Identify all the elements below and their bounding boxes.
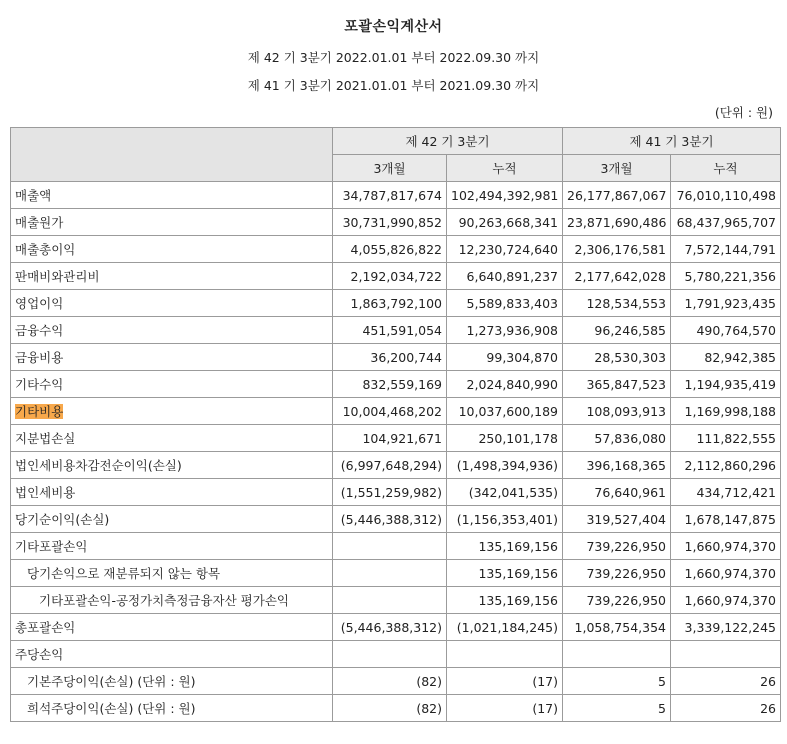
cell-prior-three-month: 26,177,867,067	[563, 182, 671, 209]
table-row	[11, 317, 781, 344]
cell-current-three-month: 832,559,169	[333, 371, 447, 398]
cell-prior-three-month: 5	[563, 695, 671, 722]
row-label: 금융비용	[11, 344, 333, 371]
cell-current-cumulative: 99,304,870	[447, 344, 563, 371]
highlight-mark: 기타비용	[15, 404, 64, 419]
cell-current-three-month: 4,055,826,822	[333, 236, 447, 263]
row-label: 기타수익	[11, 371, 333, 398]
row-label: 기타포괄손익	[11, 533, 333, 560]
row-label: 주당손익	[11, 641, 333, 668]
period-prior: 제 41 기 3분기 2021.01.01 부터 2021.09.30 까지	[247, 78, 540, 93]
cell-current-cumulative: 135,169,156	[447, 587, 563, 614]
row-label: 법인세비용차감전순이익(손실)	[11, 452, 333, 479]
table-row	[11, 560, 781, 587]
row-label-highlighted	[11, 398, 333, 425]
row-label: 기본주당이익(손실) (단위 : 원)	[11, 668, 333, 695]
cell-prior-cumulative: 434,712,421	[671, 479, 781, 506]
cell-prior-three-month: 23,871,690,486	[563, 209, 671, 236]
table-row	[11, 236, 781, 263]
cell-current-cumulative: (1,021,184,245)	[447, 614, 563, 641]
cell-prior-cumulative: 5,780,221,356	[671, 263, 781, 290]
cell-current-cumulative: (1,498,394,936)	[447, 452, 563, 479]
unit-label: (단위 : 원)	[714, 105, 773, 120]
cell-prior-three-month: 739,226,950	[563, 587, 671, 614]
cell-prior-cumulative: 7,572,144,791	[671, 236, 781, 263]
cell-prior-cumulative	[671, 641, 781, 668]
cell-current-cumulative: (17)	[447, 695, 563, 722]
table-row	[11, 398, 781, 425]
cell-prior-three-month: 2,306,176,581	[563, 236, 671, 263]
cell-prior-three-month: 319,527,404	[563, 506, 671, 533]
cell-prior-cumulative: 82,942,385	[671, 344, 781, 371]
cell-current-three-month: 36,200,744	[333, 344, 447, 371]
cell-prior-three-month: 396,168,365	[563, 452, 671, 479]
cell-prior-cumulative: 1,678,147,875	[671, 506, 781, 533]
cell-prior-three-month: 365,847,523	[563, 371, 671, 398]
table-row	[11, 695, 781, 722]
row-label: 금융수익	[11, 317, 333, 344]
table-row	[11, 371, 781, 398]
table-row	[11, 506, 781, 533]
cell-current-cumulative: 135,169,156	[447, 533, 563, 560]
cell-current-cumulative: 102,494,392,981	[447, 182, 563, 209]
row-label: 매출원가	[11, 209, 333, 236]
table-row	[11, 533, 781, 560]
header-prior-period: 제 41 기 3분기	[563, 128, 781, 155]
cell-current-three-month	[333, 560, 447, 587]
row-label: 기타포괄손익-공정가치측정금융자산 평가손익	[11, 587, 333, 614]
cell-current-three-month	[333, 587, 447, 614]
row-label: 당기손익으로 재분류되지 않는 항목	[11, 560, 333, 587]
row-label: 영업이익	[11, 290, 333, 317]
cell-current-cumulative: 90,263,668,341	[447, 209, 563, 236]
cell-prior-three-month: 5	[563, 668, 671, 695]
table-row	[11, 614, 781, 641]
cell-prior-three-month: 28,530,303	[563, 344, 671, 371]
row-label: 판매비와관리비	[11, 263, 333, 290]
table-row	[11, 641, 781, 668]
cell-current-cumulative	[447, 641, 563, 668]
cell-prior-three-month: 108,093,913	[563, 398, 671, 425]
row-label: 매출액	[11, 182, 333, 209]
row-label: 지분법손실	[11, 425, 333, 452]
table-row	[11, 344, 781, 371]
cell-current-cumulative: 250,101,178	[447, 425, 563, 452]
cell-prior-three-month: 128,534,553	[563, 290, 671, 317]
cell-prior-cumulative: 26	[671, 668, 781, 695]
cell-current-three-month: (82)	[333, 668, 447, 695]
header-current-cumulative: 누적	[447, 155, 563, 182]
cell-current-cumulative: 2,024,840,990	[447, 371, 563, 398]
cell-prior-cumulative: 1,660,974,370	[671, 560, 781, 587]
table-row	[11, 668, 781, 695]
cell-prior-three-month: 76,640,961	[563, 479, 671, 506]
cell-current-three-month	[333, 533, 447, 560]
cell-current-three-month: 104,921,671	[333, 425, 447, 452]
cell-prior-cumulative: 68,437,965,707	[671, 209, 781, 236]
cell-prior-cumulative: 26	[671, 695, 781, 722]
row-label: 법인세비용	[11, 479, 333, 506]
header-prior-three-month: 3개월	[563, 155, 671, 182]
cell-current-cumulative: (1,156,353,401)	[447, 506, 563, 533]
cell-prior-cumulative: 2,112,860,296	[671, 452, 781, 479]
table-row	[11, 263, 781, 290]
cell-prior-three-month: 2,177,642,028	[563, 263, 671, 290]
header-current-period: 제 42 기 3분기	[333, 128, 563, 155]
cell-current-cumulative: (342,041,535)	[447, 479, 563, 506]
table-row	[11, 425, 781, 452]
cell-prior-three-month: 739,226,950	[563, 560, 671, 587]
table-row	[11, 479, 781, 506]
cell-prior-cumulative: 1,660,974,370	[671, 587, 781, 614]
cell-prior-three-month: 1,058,754,354	[563, 614, 671, 641]
income-statement-table	[10, 127, 781, 722]
cell-current-three-month: 10,004,468,202	[333, 398, 447, 425]
cell-current-cumulative: 12,230,724,640	[447, 236, 563, 263]
cell-current-cumulative: 6,640,891,237	[447, 263, 563, 290]
cell-current-three-month: 1,863,792,100	[333, 290, 447, 317]
cell-current-cumulative: 5,589,833,403	[447, 290, 563, 317]
table-row	[11, 452, 781, 479]
row-label: 총포괄손익	[11, 614, 333, 641]
cell-prior-three-month: 96,246,585	[563, 317, 671, 344]
cell-prior-three-month: 57,836,080	[563, 425, 671, 452]
header-row-periods	[11, 128, 781, 155]
table-row	[11, 182, 781, 209]
cell-current-three-month: (1,551,259,982)	[333, 479, 447, 506]
cell-current-three-month: (5,446,388,312)	[333, 506, 447, 533]
cell-current-three-month: (82)	[333, 695, 447, 722]
table-row	[11, 209, 781, 236]
cell-current-cumulative: 135,169,156	[447, 560, 563, 587]
cell-current-three-month: 451,591,054	[333, 317, 447, 344]
table-row	[11, 587, 781, 614]
period-current: 제 42 기 3분기 2022.01.01 부터 2022.09.30 까지	[247, 50, 540, 65]
cell-prior-cumulative: 1,791,923,435	[671, 290, 781, 317]
cell-prior-cumulative: 1,660,974,370	[671, 533, 781, 560]
row-label: 당기순이익(손실)	[11, 506, 333, 533]
header-prior-cumulative: 누적	[671, 155, 781, 182]
cell-current-cumulative: 10,037,600,189	[447, 398, 563, 425]
row-label: 희석주당이익(손실) (단위 : 원)	[11, 695, 333, 722]
cell-prior-cumulative: 76,010,110,498	[671, 182, 781, 209]
cell-current-three-month: (6,997,648,294)	[333, 452, 447, 479]
header-corner	[11, 128, 333, 182]
cell-prior-three-month: 739,226,950	[563, 533, 671, 560]
cell-current-cumulative: 1,273,936,908	[447, 317, 563, 344]
row-label: 매출총이익	[11, 236, 333, 263]
cell-current-three-month: (5,446,388,312)	[333, 614, 447, 641]
cell-prior-cumulative: 3,339,122,245	[671, 614, 781, 641]
document-title: 포괄손익계산서	[344, 19, 443, 35]
header-current-three-month: 3개월	[333, 155, 447, 182]
cell-prior-cumulative: 490,764,570	[671, 317, 781, 344]
cell-current-cumulative: (17)	[447, 668, 563, 695]
cell-current-three-month: 30,731,990,852	[333, 209, 447, 236]
cell-prior-cumulative: 1,169,998,188	[671, 398, 781, 425]
cell-prior-cumulative: 111,822,555	[671, 425, 781, 452]
cell-current-three-month: 2,192,034,722	[333, 263, 447, 290]
cell-prior-cumulative: 1,194,935,419	[671, 371, 781, 398]
table-row	[11, 290, 781, 317]
cell-prior-three-month	[563, 641, 671, 668]
cell-current-three-month	[333, 641, 447, 668]
cell-current-three-month: 34,787,817,674	[333, 182, 447, 209]
